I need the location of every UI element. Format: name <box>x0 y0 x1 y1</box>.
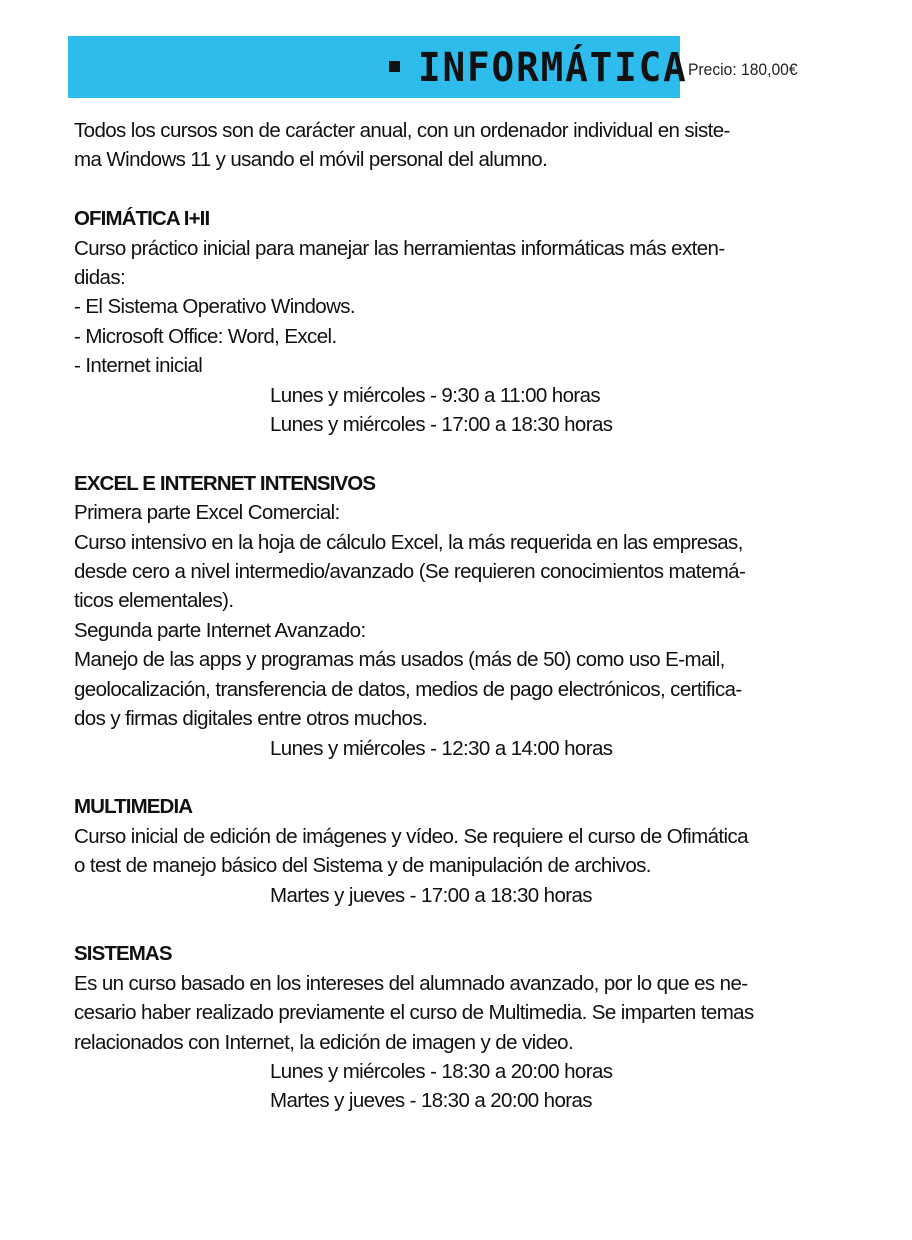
section-title-multimedia: MULTIMEDIA <box>74 795 193 819</box>
intro-line: ma Windows 11 y usando el móvil personal del alumno. <box>74 148 548 172</box>
section-line: Curso intensivo en la hoja de cálculo Excel, la más requerida en las empresas, <box>74 530 743 554</box>
section-line: - Internet inicial <box>74 354 203 378</box>
schedule-line: Lunes y miércoles - 17:00 a 18:30 horas <box>270 413 613 437</box>
section-line: Primera parte Excel Comercial: <box>74 501 340 525</box>
page-title: INFORMÁTICA <box>418 45 688 91</box>
section-line: o test de manejo básico del Sistema y de manipulación de archivos. <box>74 854 651 878</box>
schedule-line: Lunes y miércoles - 12:30 a 14:00 horas <box>270 736 613 760</box>
section-line: geolocalización, transferencia de datos, medios de pago electrónicos, certifica- <box>74 677 742 701</box>
square-bullet-icon <box>389 61 400 72</box>
price-label: Precio: 180,00€ <box>688 60 798 79</box>
intro-line: Todos los cursos son de carácter anual, con un ordenador individual en siste- <box>74 119 730 142</box>
section-line: Es un curso basado en los intereses del alumnado avanzado, por lo que es ne- <box>74 971 748 995</box>
section-title-excel-internet: EXCEL E INTERNET INTENSIVOS <box>74 471 376 495</box>
section-title-ofimatica: OFIMÁTICA I+II <box>74 207 210 231</box>
schedule-line: Lunes y miércoles - 18:30 a 20:00 horas <box>270 1059 613 1083</box>
section-title-sistemas: SISTEMAS <box>74 942 172 966</box>
section-line: cesario haber realizado previamente el curso de Multimedia. Se imparten temas <box>74 1001 754 1025</box>
schedule-line: Martes y jueves - 17:00 a 18:30 horas <box>270 883 592 907</box>
section-line: Curso inicial de edición de imágenes y vídeo. Se requiere el curso de Ofimática <box>74 824 748 848</box>
section-line: Manejo de las apps y programas más usados (más de 50) como uso E-mail, <box>74 648 725 672</box>
schedule-line: Lunes y miércoles - 9:30 a 11:00 horas <box>270 383 601 407</box>
section-line: ticos elementales). <box>74 589 234 613</box>
section-line: Curso práctico inicial para manejar las herramientas informáticas más exten- <box>74 236 725 260</box>
section-line: dos y firmas digitales entre otros muchos. <box>74 707 428 731</box>
section-line: Segunda parte Internet Avanzado: <box>74 618 366 642</box>
section-line: didas: <box>74 266 126 290</box>
section-line: relacionados con Internet, la edición de imagen y de video. <box>74 1030 574 1054</box>
section-line: desde cero a nivel intermedio/avanzado (Se requieren conocimientos matemá- <box>74 560 746 584</box>
section-line: - El Sistema Operativo Windows. <box>74 295 356 319</box>
schedule-line: Martes y jueves - 18:30 a 20:00 horas <box>270 1089 592 1113</box>
course-content <box>74 116 864 1116</box>
section-line: - Microsoft Office: Word, Excel. <box>74 324 337 348</box>
